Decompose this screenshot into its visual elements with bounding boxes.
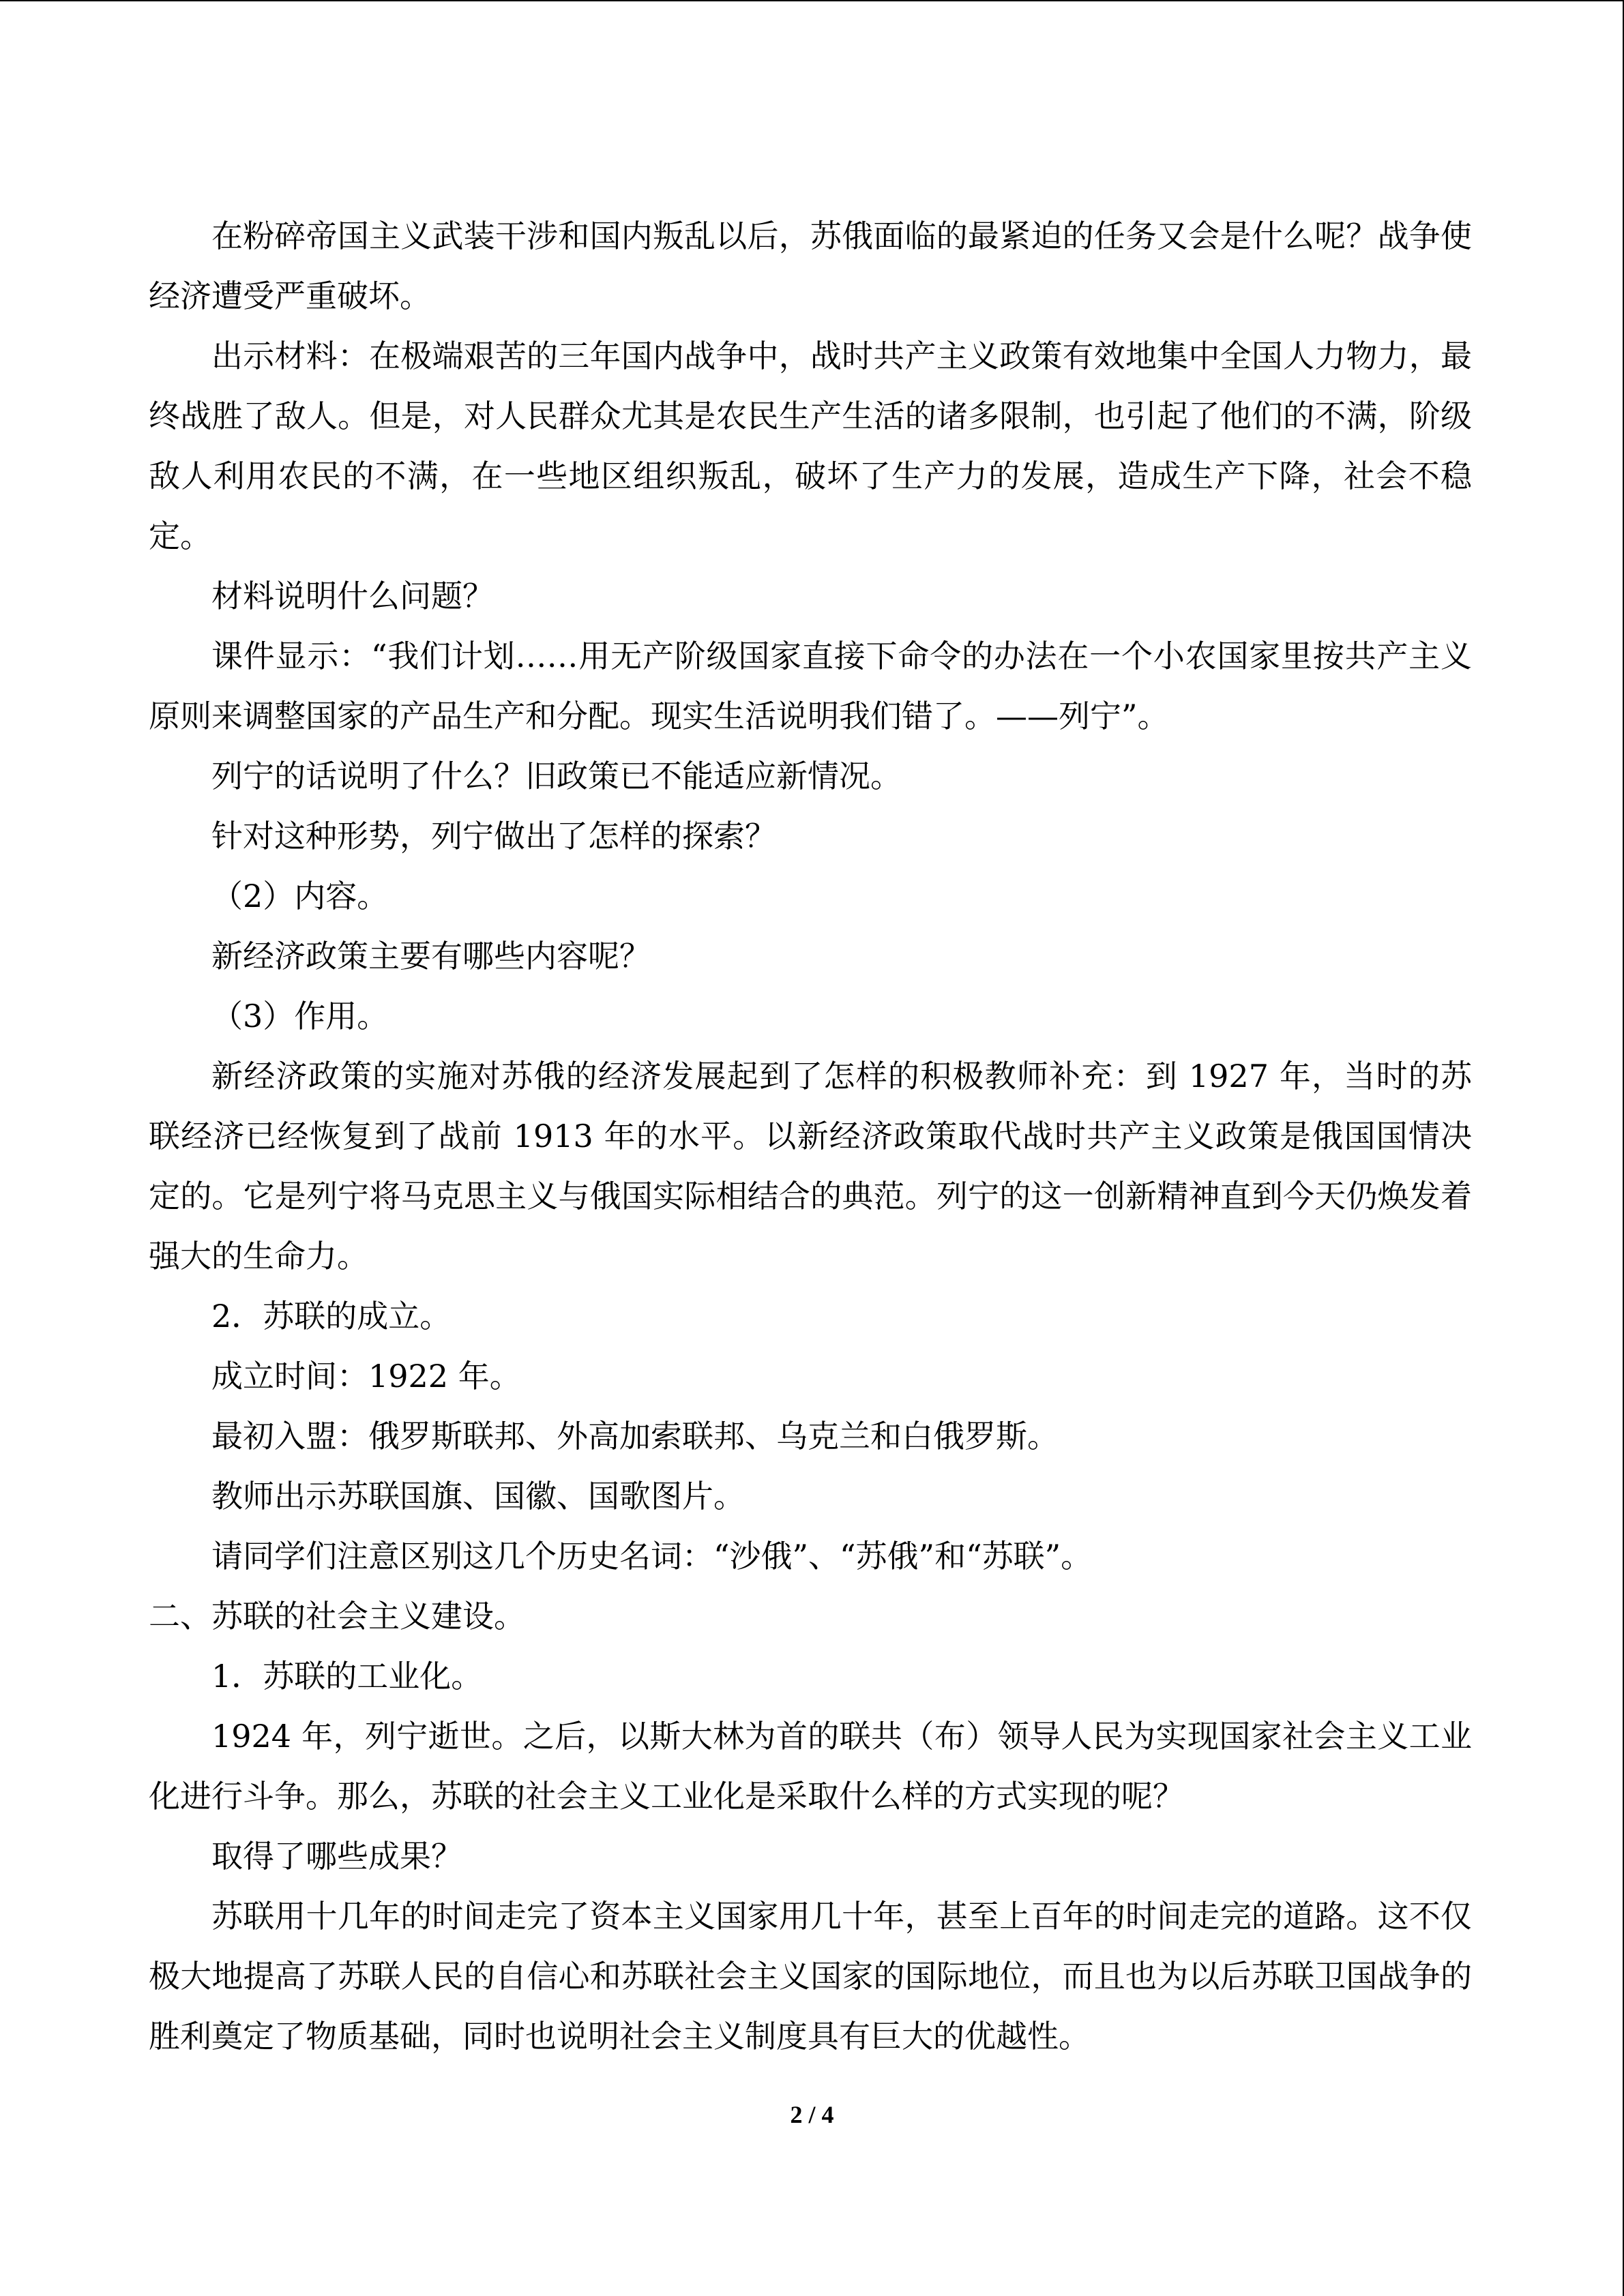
- paragraph: 课件显示：“我们计划……用无产阶级国家直接下命令的办法在一个小农国家里按共产主义原则来调整国家的产品生产和分配。现实生活说明我们错了。——列宁”。: [149, 638, 1472, 734]
- paragraph: 1924 年，列宁逝世。之后，以斯大林为首的联共（布）领导人民为实现国家社会主义工业化进行斗争。那么，苏联的社会主义工业化是采取什么样的方式实现的呢？: [149, 1718, 1472, 1815]
- subheading: （3）作用。: [211, 998, 389, 1034]
- document-body: [149, 206, 1472, 2066]
- paragraph: 取得了哪些成果？: [211, 1838, 462, 1875]
- section-heading: 二、苏联的社会主义建设。: [149, 1598, 525, 1635]
- paragraph: 针对这种形势，列宁做出了怎样的探索？: [211, 818, 776, 854]
- paragraph: 最初入盟：俄罗斯联邦、外高加索联邦、乌克兰和白俄罗斯。: [211, 1418, 1059, 1455]
- paragraph: 苏联用十几年的时间走完了资本主义国家用几十年，甚至上百年的时间走完的道路。这不仅极大地提高了苏联人民的自信心和苏联社会主义国家的国际地位，而且也为以后苏联卫国战争的胜利奠定了物质基础，同时也说明社会主义制度具有巨大的优越性。: [149, 1898, 1472, 2055]
- paragraph: 请同学们注意区别这几个历史名词：“沙俄”、“苏俄”和“苏联”。: [211, 1538, 1093, 1575]
- paragraph: 在粉碎帝国主义武装干涉和国内叛乱以后，苏俄面临的最紧迫的任务又会是什么呢？战争使经济遭受严重破坏。: [149, 218, 1472, 314]
- subheading: 1．苏联的工业化。: [211, 1658, 483, 1695]
- page-number: 2 / 4: [790, 2101, 834, 2128]
- paragraph: 新经济政策主要有哪些内容呢？: [211, 938, 651, 974]
- subheading: （2）内容。: [211, 878, 389, 914]
- paragraph: 教师出示苏联国旗、国徽、国歌图片。: [211, 1478, 745, 1515]
- paragraph: 新经济政策的实施对苏俄的经济发展起到了怎样的积极教师补充：到 1927 年，当时的苏联经济已经恢复到了战前 1913 年的水平。以新经济政策取代战时共产主义政策是俄国国情决定的。它是列宁将马克思主义与俄国实际相结合的典范。列宁的这一创新精神直到今天仍焕发着强大的生命力。: [149, 1058, 1472, 1274]
- paragraph: 成立时间：1922 年。: [211, 1358, 521, 1395]
- subheading: 2．苏联的成立。: [211, 1298, 452, 1335]
- paragraph: 材料说明什么问题？: [211, 578, 494, 614]
- paragraph: 列宁的话说明了什么？旧政策已不能适应新情况。: [211, 758, 902, 794]
- paragraph: 出示材料：在极端艰苦的三年国内战争中，战时共产主义政策有效地集中全国人力物力，最终战胜了敌人。但是，对人民群众尤其是农民生产生活的诸多限制，也引起了他们的不满，阶级敌人利用农民的不满，在一些地区组织叛乱，破坏了生产力的发展，造成生产下降，社会不稳定。: [149, 338, 1472, 554]
